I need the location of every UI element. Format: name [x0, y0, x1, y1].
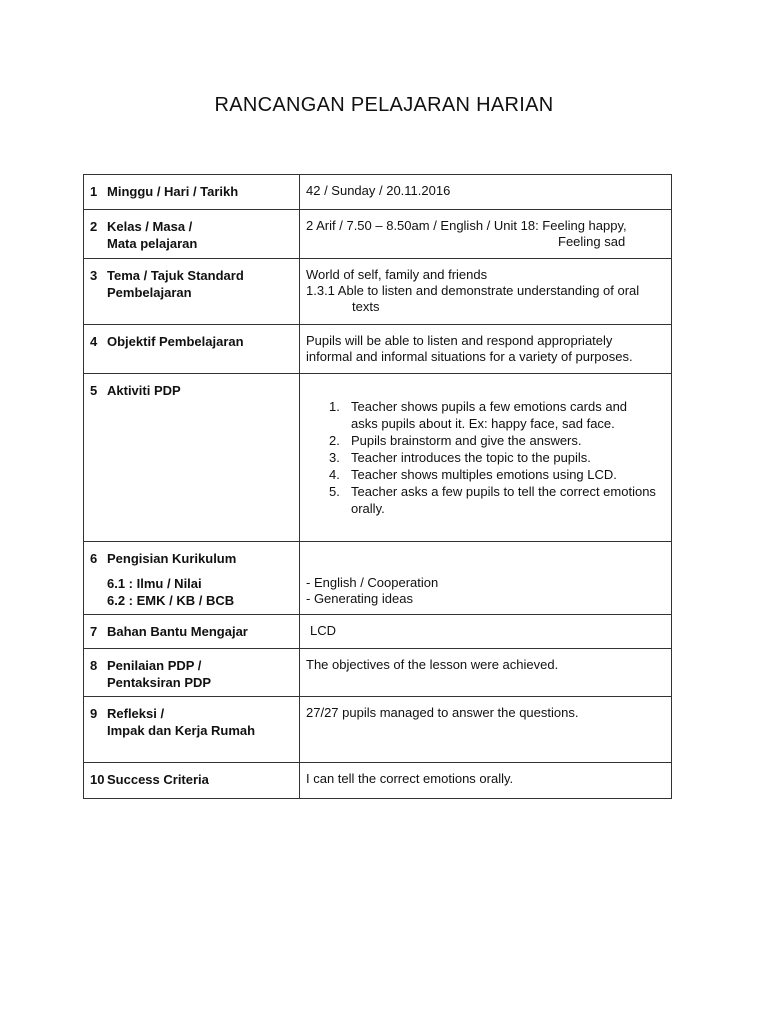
- row-label: [84, 210, 300, 259]
- activity-line: Pupils brainstorm and give the answers.: [351, 433, 582, 448]
- row-number: 7: [90, 624, 98, 639]
- list-item: [306, 483, 665, 517]
- lesson-plan-table: [83, 174, 672, 799]
- table-row: [84, 615, 672, 649]
- row-label: [84, 374, 300, 542]
- label-line: Pengisian Kurikulum: [107, 551, 237, 566]
- row-number: 8: [90, 658, 98, 673]
- table-row: [84, 542, 672, 615]
- activity-line: asks pupils about it. Ex: happy face, sad face.: [351, 416, 615, 431]
- value-line: Pupils will be able to listen and respond appropriately: [306, 333, 613, 348]
- label-line: Refleksi /: [107, 706, 165, 721]
- label-line: Pembelajaran: [107, 285, 192, 300]
- list-item: [306, 466, 665, 483]
- row-label: [84, 615, 300, 649]
- row-label: [84, 763, 300, 799]
- value-line: Feeling sad: [558, 234, 626, 249]
- activity-line: Teacher shows multiples emotions using LCD.: [351, 467, 617, 482]
- row-number: 4: [90, 334, 98, 349]
- table-row: [84, 325, 672, 374]
- value-line: - English / Cooperation: [306, 575, 439, 590]
- activity-line: Teacher introduces the topic to the pupils.: [351, 450, 591, 465]
- label-line: Bahan Bantu Mengajar: [107, 624, 248, 639]
- row-label: [84, 325, 300, 374]
- row-label: [84, 542, 300, 615]
- row-value: [300, 542, 672, 615]
- row-label: [84, 175, 300, 210]
- list-number: 4.: [329, 467, 340, 482]
- row-value: [300, 210, 672, 259]
- sublabel-line: 6.2 : EMK / KB / BCB: [107, 593, 235, 608]
- row-label: [84, 259, 300, 325]
- table-row: [84, 697, 672, 763]
- activity-line: Teacher asks a few pupils to tell the correct emotions: [351, 484, 656, 499]
- table-row: [84, 374, 672, 542]
- list-item: [306, 449, 665, 466]
- label-line: Tema / Tajuk Standard: [107, 268, 244, 283]
- sublabel-line: 6.1 : Ilmu / Nilai: [107, 576, 202, 591]
- row-number: 9: [90, 706, 98, 721]
- label-line: Kelas / Masa /: [107, 219, 193, 234]
- value-line: World of self, family and friends: [306, 267, 488, 282]
- row-number: 5: [90, 383, 98, 398]
- row-label: [84, 649, 300, 697]
- list-number: 5.: [329, 484, 340, 499]
- list-number: 2.: [329, 433, 340, 448]
- label-line: Aktiviti PDP: [107, 383, 181, 398]
- value-line: I can tell the correct emotions orally.: [306, 771, 514, 786]
- row-number: 10: [90, 772, 105, 787]
- row-value: [300, 697, 672, 763]
- page-title: RANCANGAN PELAJARAN HARIAN: [214, 94, 554, 116]
- row-value: [300, 763, 672, 799]
- list-number: 3.: [329, 450, 340, 465]
- value-line: 1.3.1 Able to listen and demonstrate understanding of oral: [306, 283, 640, 298]
- list-item: [306, 432, 665, 449]
- label-line: Impak dan Kerja Rumah: [107, 723, 256, 738]
- label-line: Objektif Pembelajaran: [107, 334, 244, 349]
- label-line: Penilaian PDP /: [107, 658, 202, 673]
- row-value: [300, 175, 672, 210]
- activity-list: [306, 398, 665, 517]
- activity-line: orally.: [351, 501, 385, 516]
- value-line: 42 / Sunday / 20.11.2016: [306, 183, 451, 198]
- table-row: [84, 210, 672, 259]
- value-line: informal and informal situations for a variety of purposes.: [306, 349, 633, 364]
- value-line: The objectives of the lesson were achieved.: [306, 657, 559, 672]
- row-value: [300, 374, 672, 542]
- row-value: [300, 615, 672, 649]
- row-number: 1: [90, 184, 98, 199]
- value-line: - Generating ideas: [306, 591, 413, 606]
- value-line: 27/27 pupils managed to answer the questions.: [306, 705, 579, 720]
- table-row: [84, 175, 672, 210]
- value-line: LCD: [310, 623, 337, 638]
- label-line: Mata pelajaran: [107, 236, 198, 251]
- table-row: [84, 259, 672, 325]
- list-number: 1.: [329, 399, 340, 414]
- list-item: [306, 398, 665, 432]
- table-row: [84, 763, 672, 799]
- label-line: Minggu / Hari / Tarikh: [107, 184, 239, 199]
- table-row: [84, 649, 672, 697]
- row-number: 3: [90, 268, 98, 283]
- row-value: [300, 649, 672, 697]
- value-line: texts: [352, 299, 380, 314]
- row-value: [300, 259, 672, 325]
- label-line: Success Criteria: [107, 772, 209, 787]
- row-number: 2: [90, 219, 98, 234]
- activity-line: Teacher shows pupils a few emotions cards and: [351, 399, 628, 414]
- row-value: [300, 325, 672, 374]
- value-line: 2 Arif / 7.50 – 8.50am / English / Unit 18: Feeling happy,: [306, 218, 627, 233]
- row-label: [84, 697, 300, 763]
- row-number: 6: [90, 551, 98, 566]
- label-line: Pentaksiran PDP: [107, 675, 212, 690]
